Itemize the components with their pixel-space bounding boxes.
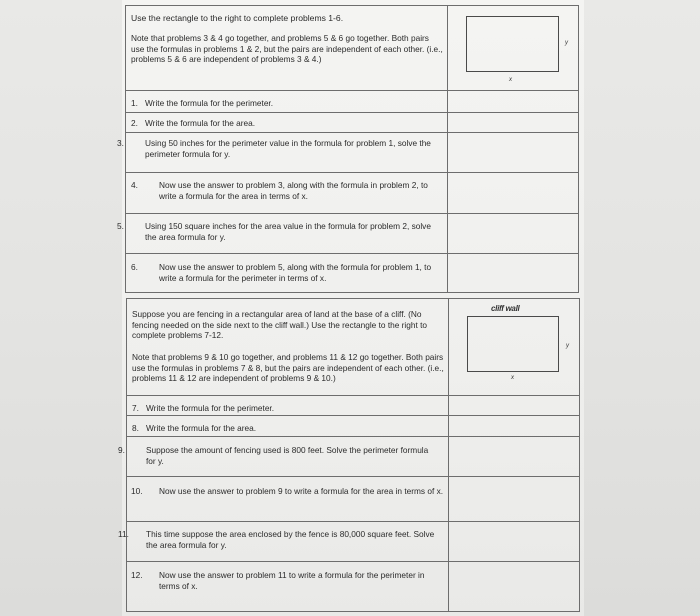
- problem-4: 4. Now use the answer to problem 3, along with the formula in problem 2, to write a formula for the area in terms of x.: [131, 180, 428, 201]
- x-axis-label: x: [511, 375, 514, 381]
- problem-12: 12. Now use the answer to problem 11 to write a formula for the perimeter in terms of x.: [131, 570, 425, 591]
- problem-10: 10. Now use the answer to problem 9 to write a formula for the area in terms of x.: [131, 486, 444, 496]
- problem-1: 1. Write the formula for the perimeter.: [131, 98, 274, 108]
- section2-instruction: Suppose you are fencing in a rectangular area of land at the base of a cliff. (No fencing needed on the side next to the cliff wall.) Use the rectangle to the right to complete problems 7-12.: [132, 309, 428, 341]
- section2-note: Note that problems 9 & 10 go together, and problems 11 & 12 go together. Both pairs use the formulas in problems 7 & 8, but the pairs are independent of each other. (i.e., problems 11 & 12 are independent of problems 9 & 10.): [132, 352, 444, 384]
- section1-note: Note that problems 3 & 4 go together, and problems 5 & 6 go together. Both pairs use the formulas in problems 1 & 2, but the pairs are independent of each other. (i.e., problems 5 & 6 are independent of problems 3 & 4.): [131, 33, 443, 65]
- y-axis-label: y: [565, 40, 568, 46]
- problem-9: 9. Suppose the amount of fencing used is 800 feet. Solve the perimeter formula for y.: [118, 445, 429, 466]
- column-divider: [448, 299, 449, 611]
- y-axis-label: y: [566, 343, 569, 349]
- problems-1-6-table: [117, 5, 579, 293]
- problem-5: 5. Using 150 square inches for the area value in the formula for problem 2, solve the area formula for y.: [117, 221, 431, 242]
- cliff-wall-label: cliff wall: [491, 304, 520, 313]
- x-axis-label: x: [509, 77, 512, 83]
- problems-7-12-table: [118, 298, 580, 612]
- column-divider: [447, 6, 448, 292]
- section1-instruction: Use the rectangle to the right to complete problems 1-6.: [131, 13, 344, 23]
- fenced-rectangle-diagram: [467, 316, 559, 372]
- problem-8: 8. Write the formula for the area.: [132, 423, 257, 433]
- problem-2: 2. Write the formula for the area.: [131, 118, 256, 128]
- problem-3: 3. Using 50 inches for the perimeter value in the formula for problem 1, solve the perimeter formula for y.: [117, 138, 431, 159]
- problem-7: 7. Write the formula for the perimeter.: [132, 403, 275, 413]
- problem-11: 11. This time suppose the area enclosed by the fence is 80,000 square feet. Solve the area formula for y.: [118, 529, 435, 550]
- rectangle-diagram: [466, 16, 559, 72]
- problem-6: 6. Now use the answer to problem 5, along with the formula for problem 1, to write a formula for the perimeter in terms of x.: [131, 262, 432, 283]
